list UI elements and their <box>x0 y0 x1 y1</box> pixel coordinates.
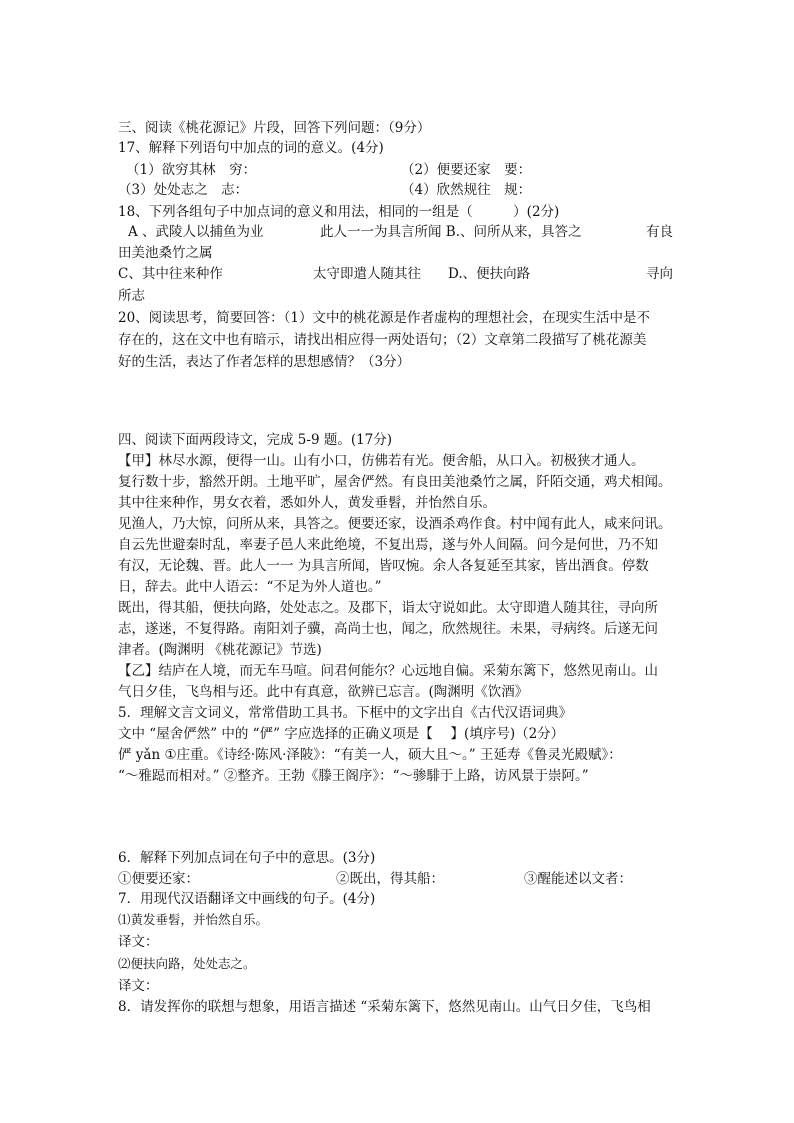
q7-translation-label-1: 译文： <box>118 934 159 950</box>
q18-option-c-b: 太守即遣人随其往 <box>313 266 421 282</box>
dictionary-entry-line-1: 俨 yǎn ①庄重。《诗经·陈风·泽陂》：“有美一人，硕大且～。” 王延寿《鲁灵光殿赋》： <box>118 747 622 763</box>
q17-row-1 <box>118 160 718 180</box>
section3-heading: 三、阅读《桃花源记》片段，回答下列问题：（9分） <box>118 120 431 136</box>
passage-jia-line-4: 见渔人，乃大惊，问所从来，具答之。便要还家，设酒杀鸡作食。村中闻有此人，咸来问讯。 <box>118 516 672 532</box>
passage-jia-line-1: 【甲】林尽水源，便得一山。山有小口，仿佛若有光。便舍船，从口入。初极狭才通人。 <box>118 453 645 469</box>
q17-item-2: （2）便要还家 要： <box>401 162 532 178</box>
q18-option-c: C、其中往来种作 <box>118 266 223 282</box>
passage-jia-line-2: 复行数十步，豁然开朗。土地平旷，屋舍俨然。有良田美池桑竹之属，阡陌交通，鸡犬相闻。 <box>118 474 672 490</box>
q6-item-2: ②既出，得其船： <box>336 871 444 887</box>
question-7: 7．用现代汉语翻译文中画线的句子。(4分) <box>118 891 376 907</box>
passage-jia-line-6: 有汉，无论魏、晋。此人一一 为具言所闻，皆叹惋。余人各复延至其家，皆出酒食。停数 <box>118 558 649 574</box>
question-6: 6．解释下列加点词在句子中的意思。(3分) <box>118 850 376 866</box>
q18-option-d-cont: 寻向 <box>646 266 673 282</box>
passage-jia-line-5: 自云先世避秦时乱，率妻子邑人来此绝境，不复出焉，遂与外人间隔。问今是何世，乃不知 <box>118 537 658 553</box>
q17-item-4: （4）欣然规往 规： <box>401 182 532 198</box>
q18-row-c <box>118 264 678 284</box>
passage-jia-line-8: 既出，得其船，便扶向路，处处志之。及郡下，诣太守说如此。太守即遣人随其往，寻向所 <box>118 600 658 616</box>
q6-item-1: ①便要还家： <box>118 871 199 887</box>
q18-option-a-b: 此人一一为具言所闻 B.、问所从来，具答之 <box>320 224 582 240</box>
q7-translation-label-2: 译文： <box>118 978 159 994</box>
q18-row-a <box>118 222 678 242</box>
question-20-line-3: 好的生活，表达了作者怎样的思想感情？（3分） <box>118 354 411 370</box>
q17-item-1: （1）欲穷其林 穷： <box>126 162 257 178</box>
question-5-line-1: 5．理解文言文词义，常常借助工具书。下框中的文字出自《古代汉语词典》 <box>118 705 573 721</box>
q6-row <box>118 869 678 889</box>
question-20-line-1: 20、阅读思考，简要回答：（1）文中的桃花源是作者虚构的理想社会，在现实生活中是不 <box>118 310 651 326</box>
q18-option-d-end: 所志 <box>118 288 145 304</box>
q17-row-2 <box>118 180 718 200</box>
passage-jia-line-7: 日，辞去。此中人语云：“不足为外人道也。” <box>118 579 382 595</box>
section4-heading: 四、阅读下面两段诗文，完成 5-9 题。(17分) <box>118 432 393 448</box>
q6-item-3: ③醒能述以文者： <box>524 871 632 887</box>
passage-jia-line-9: 志，遂迷，不复得路。南阳刘子骥，高尚士也，闻之，欣然规往。未果，寻病终。后遂无问 <box>118 621 658 637</box>
passage-jia-line-10: 津者。(陶渊明 《桃花源记》节选) <box>118 642 322 658</box>
q18-option-a: A 、武陵人以捕鱼为业 <box>128 224 264 240</box>
q7-sentence-2: ⑵便扶向路，处处志之。 <box>118 956 256 971</box>
q18-option-b-end: 田美池桑竹之属 <box>118 245 213 261</box>
passage-jia-line-3: 其中往来种作，男女衣着，悉如外人，黄发垂髫，并怡然自乐。 <box>118 495 496 511</box>
passage-yi-line-2: 气日夕佳，飞鸟相与还。此中有真意，欲辨已忘言。(陶渊明《饮酒》 <box>118 684 529 700</box>
question-18: 18、下列各组句子中加点词的意义和用法，相同的一组是（ ）(2分) <box>118 204 560 220</box>
question-8: 8．请发挥你的联想与想象，用语言描述 “采菊东篱下，悠然见南山。山气日夕佳，飞鸟相 <box>118 999 651 1015</box>
passage-yi-line-1: 【乙】结庐在人境，而无车马喧。问君何能尔？心远地自偏。采菊东篱下，悠然见南山。山 <box>118 663 658 679</box>
q18-option-d: D.、便扶向路 <box>448 266 531 282</box>
q7-sentence-1: ⑴黄发垂髫，并怡然自乐。 <box>118 912 269 927</box>
dictionary-entry-line-2: “～雅跽而相对。” ②整齐。王勃《滕王阁序》：“～骖騑于上路，访风景于崇阿。” <box>118 768 589 784</box>
question-20-line-2: 存在的，这在文中也有暗示，请找出相应得一两处语句；（2）文章第二段描写了桃花源美 <box>118 332 647 348</box>
question-5-line-2: 文中 “屋舍俨然” 中的 “俨” 字应选择的正确义项是【 】(填序号)（2分） <box>118 726 565 742</box>
question-17: 17、解释下列语句中加点的词的意义。(4分) <box>118 140 384 156</box>
q18-option-b-cont: 有良 <box>646 224 673 240</box>
q17-item-3: （3）处处志之 志： <box>118 182 249 198</box>
